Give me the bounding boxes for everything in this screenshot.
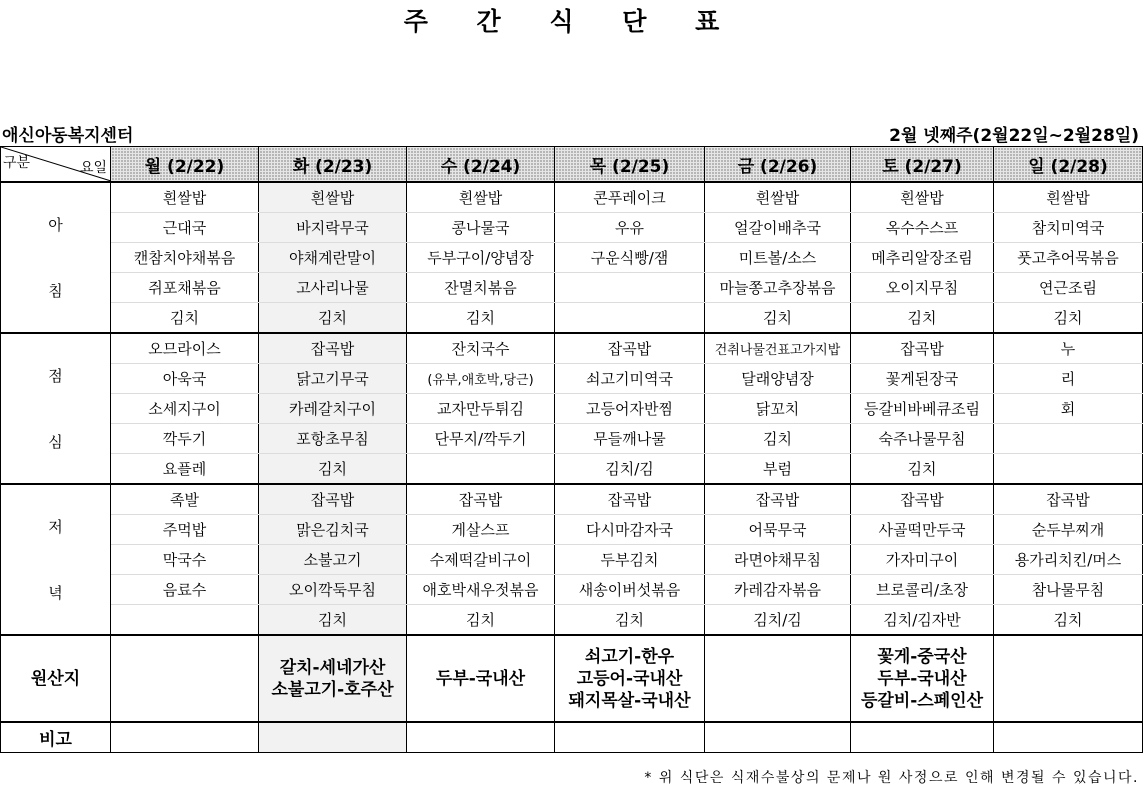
menu-item: 쥐포채볶음: [111, 273, 259, 303]
menu-row: [1, 484, 1143, 515]
meal-label-char: 녁: [48, 583, 63, 602]
menu-item: 김치: [259, 454, 407, 485]
menu-item: [111, 605, 259, 636]
menu-row: [1, 333, 1143, 364]
note-cell: [994, 722, 1143, 753]
meal-label-char: 저: [48, 517, 63, 536]
meal-label: [1, 333, 111, 484]
menu-item: 수제떡갈비구이: [407, 545, 555, 575]
menu-row: [1, 243, 1143, 273]
origin-line: 꽃게-중국산: [877, 646, 967, 667]
menu-item: 우유: [555, 213, 705, 243]
menu-item: 두부김치: [555, 545, 705, 575]
origin-line: 두부-국내산: [435, 668, 526, 689]
menu-item: 숙주나물무침: [851, 424, 994, 454]
day-header: 화 (2/23): [259, 147, 407, 183]
day-header: 월 (2/22): [111, 147, 259, 183]
menu-item: 등갈비바베큐조림: [851, 394, 994, 424]
origin-label: 원산지: [1, 635, 111, 722]
origin-cell: [705, 635, 851, 722]
menu-row: [1, 515, 1143, 545]
menu-item: 막국수: [111, 545, 259, 575]
menu-item: 풋고추어묵볶음: [994, 243, 1143, 273]
origin-line: 소불고기-호주산: [271, 679, 394, 700]
menu-item: 꽃게된장국: [851, 364, 994, 394]
meal-label-char: 점: [48, 366, 63, 385]
menu-item: 브로콜리/초장: [851, 575, 994, 605]
menu-row: [1, 394, 1143, 424]
weekly-menu-table: [0, 146, 1143, 753]
menu-item: 메추리알장조림: [851, 243, 994, 273]
page-title: 주 간 식 단 표: [403, 7, 740, 36]
menu-item: 참나물무침: [994, 575, 1143, 605]
menu-item: 건취나물건표고가지밥: [705, 333, 851, 364]
menu-item: 순두부찌개: [994, 515, 1143, 545]
menu-item: 김치: [851, 303, 994, 334]
menu-item: 잡곡밥: [994, 484, 1143, 515]
menu-item: 요플레: [111, 454, 259, 485]
origin-cell: [555, 635, 705, 722]
day-header: 목 (2/25): [555, 147, 705, 183]
menu-item: 닭고기무국: [259, 364, 407, 394]
menu-item: 사골떡만두국: [851, 515, 994, 545]
menu-row: [1, 605, 1143, 636]
menu-item: 근대국: [111, 213, 259, 243]
menu-item: 소불고기: [259, 545, 407, 575]
menu-row: [1, 182, 1143, 213]
menu-item: 참치미역국: [994, 213, 1143, 243]
menu-item: [994, 424, 1143, 454]
menu-item: 고사리나물: [259, 273, 407, 303]
menu-item: 김치/김: [555, 454, 705, 485]
corner-col-label: 요일: [79, 160, 107, 176]
menu-item: 김치: [994, 605, 1143, 636]
menu-item: 오이지무침: [851, 273, 994, 303]
meal-label: [1, 182, 111, 333]
menu-item: 야채계란말이: [259, 243, 407, 273]
menu-item: 새송이버섯볶음: [555, 575, 705, 605]
menu-item: 김치/김자반: [851, 605, 994, 636]
menu-item: 깍두기: [111, 424, 259, 454]
menu-item: 김치: [555, 605, 705, 636]
menu-item: 옥수수스프: [851, 213, 994, 243]
menu-item: 잡곡밥: [851, 484, 994, 515]
origin-cell: [259, 635, 407, 722]
menu-item: 리: [994, 364, 1143, 394]
menu-item: 맑은김치국: [259, 515, 407, 545]
origin-line: 등갈비-스페인산: [860, 690, 983, 711]
menu-item: 주먹밥: [111, 515, 259, 545]
menu-item: 가자미구이: [851, 545, 994, 575]
corner-cell: [1, 147, 111, 183]
menu-item: 쇠고기미역국: [555, 364, 705, 394]
menu-item: 잡곡밥: [555, 333, 705, 364]
day-header: 토 (2/27): [851, 147, 994, 183]
menu-item: [994, 454, 1143, 485]
note-cell: [259, 722, 407, 753]
menu-item: 흰쌀밥: [111, 182, 259, 213]
note-row: [1, 722, 1143, 753]
meal-label-char: 심: [48, 432, 63, 451]
menu-item: 김치: [111, 303, 259, 334]
menu-row: [1, 545, 1143, 575]
menu-item: 잔멸치볶음: [407, 273, 555, 303]
menu-item: [407, 454, 555, 485]
menu-item: 바지락무국: [259, 213, 407, 243]
menu-row: [1, 364, 1143, 394]
menu-item: 얼갈이배추국: [705, 213, 851, 243]
menu-item: 김치: [407, 303, 555, 334]
menu-item: [555, 303, 705, 334]
menu-item: 연근조림: [994, 273, 1143, 303]
menu-item: 미트볼/소스: [705, 243, 851, 273]
menu-item: 음료수: [111, 575, 259, 605]
menu-item: 족발: [111, 484, 259, 515]
menu-item: 고등어자반찜: [555, 394, 705, 424]
day-header: 수 (2/24): [407, 147, 555, 183]
meal-label-char: 아: [48, 215, 63, 234]
menu-item: 단무지/깍두기: [407, 424, 555, 454]
menu-item: 두부구이/양념장: [407, 243, 555, 273]
menu-item: 아욱국: [111, 364, 259, 394]
menu-item: 교자만두튀김: [407, 394, 555, 424]
note-cell: [705, 722, 851, 753]
menu-item: 달래양념장: [705, 364, 851, 394]
menu-item: 오므라이스: [111, 333, 259, 364]
note-cell: [111, 722, 259, 753]
day-header: 일 (2/28): [994, 147, 1143, 183]
menu-item: 소세지구이: [111, 394, 259, 424]
day-header: 금 (2/26): [705, 147, 851, 183]
menu-item: 잡곡밥: [259, 484, 407, 515]
menu-item: 용가리치킨/머스: [994, 545, 1143, 575]
menu-row: [1, 213, 1143, 243]
meal-label-char: 침: [48, 281, 63, 300]
menu-item: 김치: [851, 454, 994, 485]
note-label: 비고: [1, 722, 111, 753]
menu-item: 마늘쫑고추장볶음: [705, 273, 851, 303]
menu-row: [1, 454, 1143, 485]
menu-item: 잡곡밥: [407, 484, 555, 515]
menu-item: 애호박새우젓볶음: [407, 575, 555, 605]
menu-item: 김치/김: [705, 605, 851, 636]
menu-item: [555, 273, 705, 303]
menu-row: [1, 424, 1143, 454]
origin-cell: [851, 635, 994, 722]
origin-cell: [407, 635, 555, 722]
menu-item: 닭꼬치: [705, 394, 851, 424]
origin-line: 돼지목살-국내산: [568, 690, 691, 711]
menu-row: [1, 273, 1143, 303]
menu-item: 흰쌀밥: [259, 182, 407, 213]
week-label: 2월 넷째주(2월22일~2월28일): [889, 126, 1139, 146]
header-row: [1, 147, 1143, 183]
origin-line: 쇠고기-한우: [584, 646, 675, 667]
menu-item: 부럼: [705, 454, 851, 485]
menu-item: 잡곡밥: [555, 484, 705, 515]
menu-item: 구운식빵/잼: [555, 243, 705, 273]
note-cell: [851, 722, 994, 753]
menu-item: 누: [994, 333, 1143, 364]
organization-name: 애신아동복지센터: [2, 126, 134, 146]
corner-row-label: 구분: [3, 155, 31, 171]
menu-item: 라면야채무침: [705, 545, 851, 575]
origin-cell: [994, 635, 1143, 722]
menu-item: 콘푸레이크: [555, 182, 705, 213]
menu-item: 무들깨나물: [555, 424, 705, 454]
menu-item: 김치: [259, 605, 407, 636]
menu-item: 카레감자볶음: [705, 575, 851, 605]
menu-item: 어묵무국: [705, 515, 851, 545]
origin-row: [1, 635, 1143, 722]
menu-item: 김치: [259, 303, 407, 334]
menu-item: 오이깍둑무침: [259, 575, 407, 605]
origin-line: 고등어-국내산: [576, 668, 683, 689]
menu-row: [1, 575, 1143, 605]
menu-row: [1, 303, 1143, 334]
menu-item: 김치: [705, 303, 851, 334]
menu-item: 잡곡밥: [259, 333, 407, 364]
menu-item: 김치: [994, 303, 1143, 334]
meal-label: [1, 484, 111, 635]
origin-cell: [111, 635, 259, 722]
menu-item: 포항초무침: [259, 424, 407, 454]
menu-item: 흰쌀밥: [705, 182, 851, 213]
menu-item: 김치: [705, 424, 851, 454]
menu-item: 잡곡밥: [705, 484, 851, 515]
note-cell: [555, 722, 705, 753]
origin-line: 두부-국내산: [877, 668, 967, 689]
footnote: * 위 식단은 식재수불상의 문제나 원 사정으로 인해 변경될 수 있습니다.: [644, 770, 1139, 786]
menu-item: 흰쌀밥: [851, 182, 994, 213]
note-cell: [407, 722, 555, 753]
menu-item: 잔치국수: [407, 333, 555, 364]
menu-item: 캔참치야채볶음: [111, 243, 259, 273]
menu-item: 흰쌀밥: [407, 182, 555, 213]
menu-item: (유부,애호박,당근): [407, 364, 555, 394]
menu-item: 콩나물국: [407, 213, 555, 243]
menu-item: 흰쌀밥: [994, 182, 1143, 213]
menu-item: 다시마감자국: [555, 515, 705, 545]
menu-item: 잡곡밥: [851, 333, 994, 364]
menu-item: 카레갈치구이: [259, 394, 407, 424]
origin-line: 갈치-세네가산: [279, 657, 386, 678]
menu-item: 김치: [407, 605, 555, 636]
menu-item: 회: [994, 394, 1143, 424]
menu-item: 게살스프: [407, 515, 555, 545]
